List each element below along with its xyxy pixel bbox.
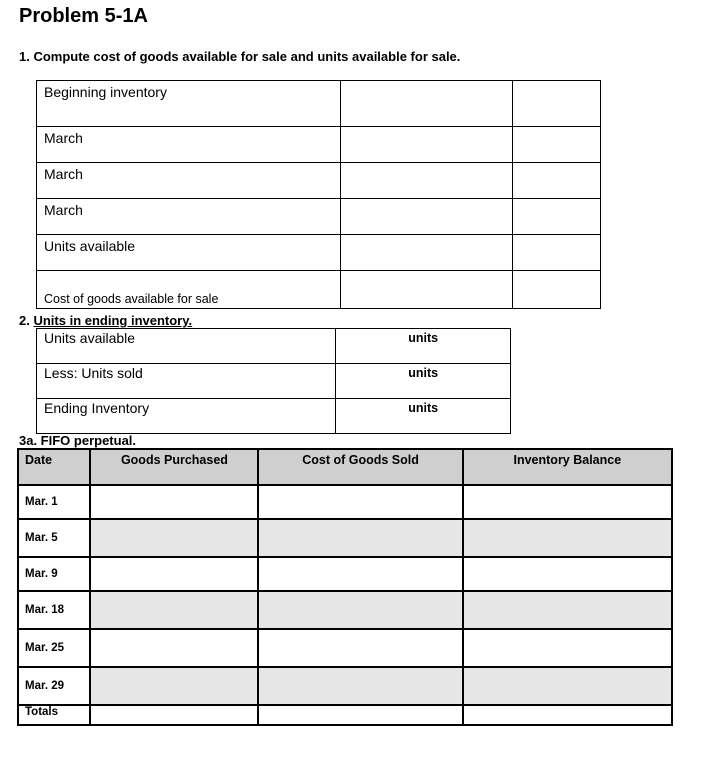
input-cell[interactable] xyxy=(341,235,513,271)
date-cell: Mar. 29 xyxy=(18,667,90,705)
input-cell[interactable] xyxy=(90,557,258,591)
table-row xyxy=(18,629,672,667)
date-cell: Mar. 1 xyxy=(18,485,90,519)
table-row xyxy=(37,271,601,309)
column-header-date: Date xyxy=(18,449,90,485)
goods-available-table xyxy=(36,80,601,309)
row-label: Units available xyxy=(37,329,336,364)
input-cell[interactable] xyxy=(90,519,258,557)
section2-heading-main: Units in ending inventory. xyxy=(33,313,193,328)
input-cell[interactable] xyxy=(341,271,513,309)
table-row xyxy=(37,163,601,199)
table-row xyxy=(18,519,672,557)
input-cell[interactable] xyxy=(341,127,513,163)
row-label: Less: Units sold xyxy=(37,364,336,399)
table-row xyxy=(37,199,601,235)
table-row xyxy=(37,329,511,364)
date-cell: Mar. 5 xyxy=(18,519,90,557)
totals-row xyxy=(18,705,672,725)
input-cell[interactable] xyxy=(341,163,513,199)
ending-inventory-table xyxy=(36,328,511,434)
input-cell[interactable] xyxy=(258,629,462,667)
input-cell[interactable] xyxy=(90,591,258,629)
table-row xyxy=(18,485,672,519)
row-label: Ending Inventory xyxy=(37,399,336,434)
header-row xyxy=(18,449,672,485)
input-cell[interactable] xyxy=(463,519,672,557)
unit-cell[interactable]: units xyxy=(336,364,511,399)
date-cell: Mar. 9 xyxy=(18,557,90,591)
section3-heading: 3a. FIFO perpetual. xyxy=(19,433,137,448)
input-cell[interactable] xyxy=(513,271,601,309)
input-cell[interactable] xyxy=(90,485,258,519)
input-cell[interactable] xyxy=(90,667,258,705)
table-row xyxy=(37,364,511,399)
page-title: Problem 5-1A xyxy=(19,5,148,27)
fifo-perpetual-table xyxy=(17,448,673,726)
table-row xyxy=(18,557,672,591)
input-cell[interactable] xyxy=(513,127,601,163)
column-header-goods-purchased: Goods Purchased xyxy=(90,449,258,485)
input-cell[interactable] xyxy=(463,705,672,725)
input-cell[interactable] xyxy=(463,629,672,667)
section2-heading-prefix: 2. xyxy=(19,313,34,328)
input-cell[interactable] xyxy=(513,199,601,235)
input-cell[interactable] xyxy=(463,485,672,519)
section1-heading: 1. Compute cost of goods available for sale and units available for sale. xyxy=(19,49,461,64)
input-cell[interactable] xyxy=(463,591,672,629)
table-row xyxy=(37,399,511,434)
unit-cell[interactable]: units xyxy=(336,399,511,434)
input-cell[interactable] xyxy=(258,591,462,629)
column-header-cost-of-goods-sold: Cost of Goods Sold xyxy=(258,449,462,485)
input-cell[interactable] xyxy=(513,163,601,199)
row-label: March xyxy=(37,199,341,235)
input-cell[interactable] xyxy=(341,199,513,235)
input-cell[interactable] xyxy=(258,485,462,519)
input-cell[interactable] xyxy=(513,81,601,127)
row-label: Units available xyxy=(37,235,341,271)
row-label: March xyxy=(37,163,341,199)
date-cell: Mar. 18 xyxy=(18,591,90,629)
unit-cell[interactable]: units xyxy=(336,329,511,364)
input-cell[interactable] xyxy=(463,557,672,591)
input-cell[interactable] xyxy=(258,557,462,591)
input-cell[interactable] xyxy=(513,235,601,271)
table-row xyxy=(37,235,601,271)
input-cell[interactable] xyxy=(463,667,672,705)
input-cell[interactable] xyxy=(341,81,513,127)
input-cell[interactable] xyxy=(90,705,258,725)
row-label: March xyxy=(37,127,341,163)
input-cell[interactable] xyxy=(90,629,258,667)
input-cell[interactable] xyxy=(258,667,462,705)
date-cell: Mar. 25 xyxy=(18,629,90,667)
table-row xyxy=(37,127,601,163)
table-row xyxy=(37,81,601,127)
totals-label: Totals xyxy=(18,705,90,725)
input-cell[interactable] xyxy=(258,519,462,557)
table-row xyxy=(18,667,672,705)
row-label: Beginning inventory xyxy=(37,81,341,127)
column-header-inventory-balance: Inventory Balance xyxy=(463,449,672,485)
input-cell[interactable] xyxy=(258,705,462,725)
row-label: Cost of goods available for sale xyxy=(37,271,341,309)
table-row xyxy=(18,591,672,629)
section2-heading xyxy=(19,313,192,328)
